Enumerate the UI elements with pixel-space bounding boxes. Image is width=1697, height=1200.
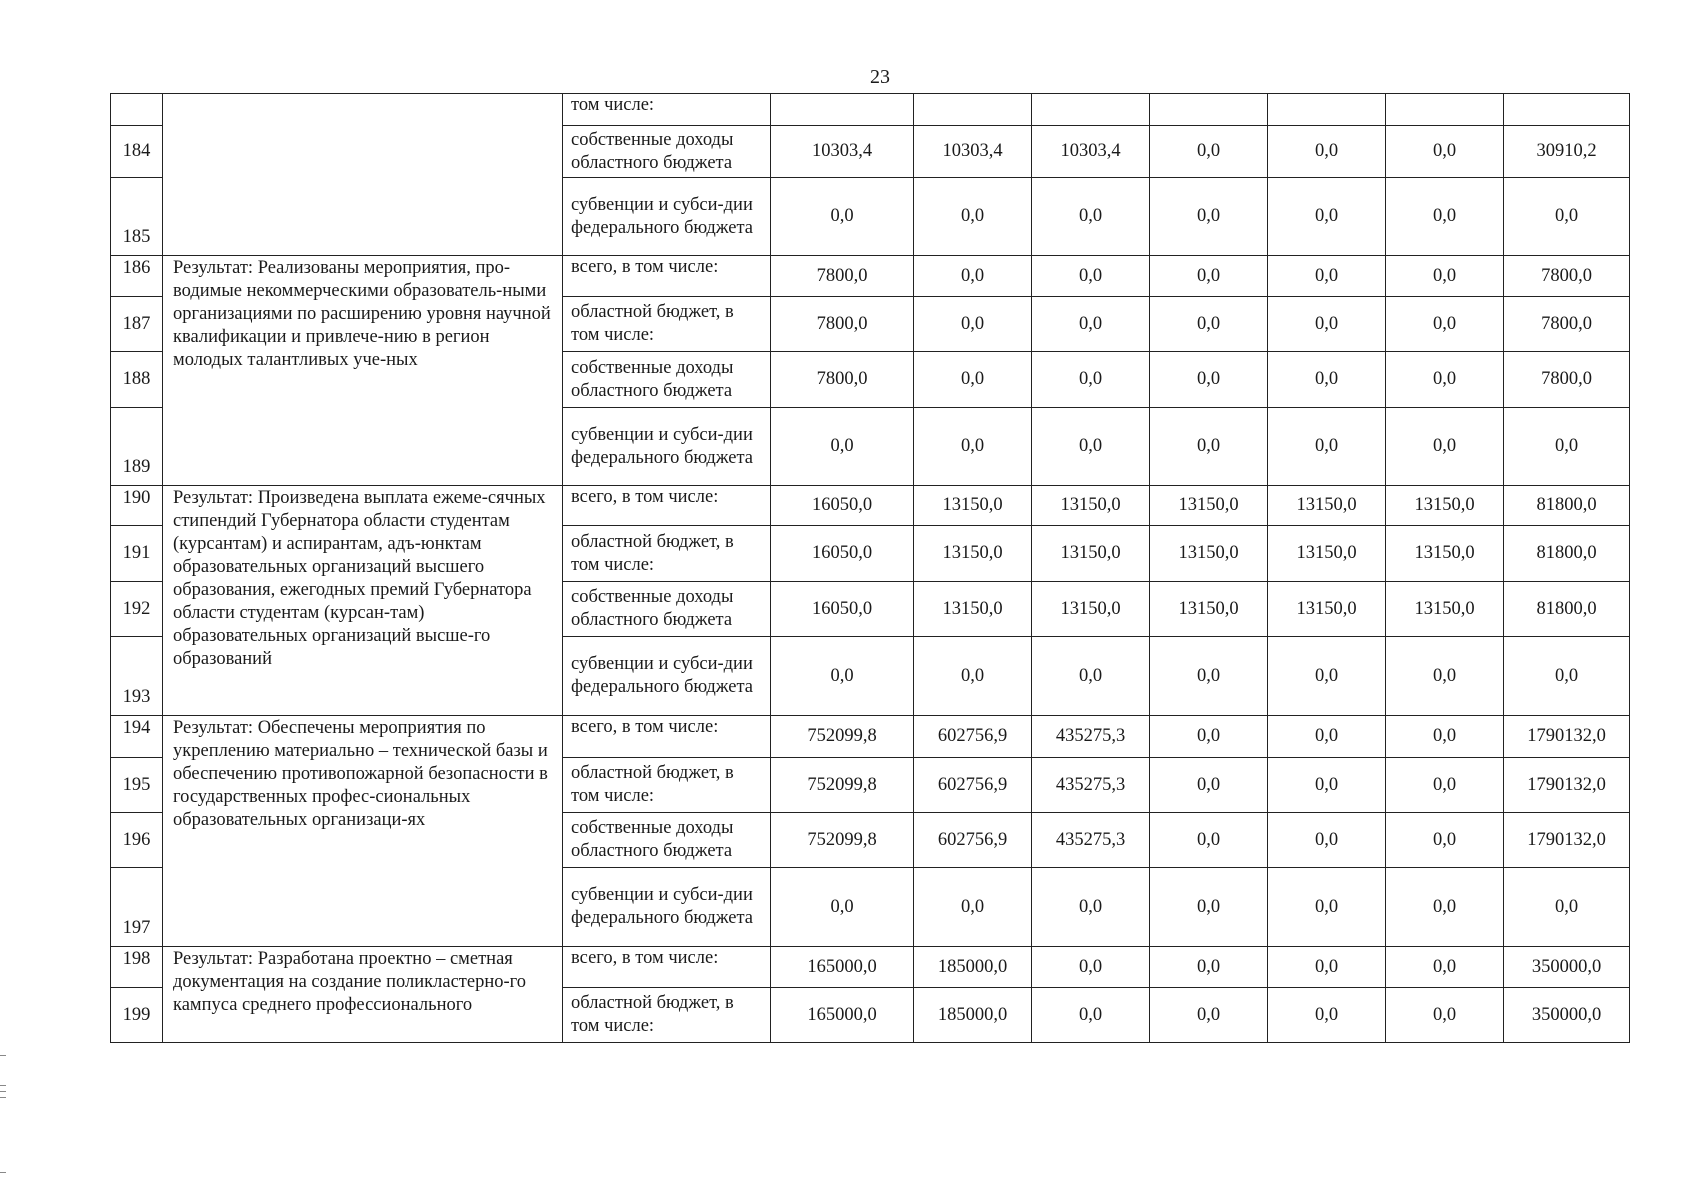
value-cell: 0,0 (1150, 758, 1268, 813)
result-description (163, 94, 563, 256)
total-cell: 7800,0 (1504, 297, 1630, 352)
row-number: 197 (111, 868, 163, 947)
total-cell: 7800,0 (1504, 256, 1630, 297)
value-cell: 0,0 (1386, 813, 1504, 868)
result-description: Результат: Реализованы мероприятия, про-водимые некоммерческими образователь-ными организациями по расширению уровня научной квалификации и привлече-нию в регион молодых талантливых уче-ных (163, 256, 563, 486)
value-cell: 13150,0 (1386, 526, 1504, 582)
funding-source: собственные доходы областного бюджета (563, 126, 771, 178)
value-cell: 0,0 (1268, 716, 1386, 758)
table-row (111, 947, 1630, 988)
value-cell: 0,0 (1268, 126, 1386, 178)
value-cell: 0,0 (1268, 813, 1386, 868)
value-cell: 435275,3 (1032, 758, 1150, 813)
row-number (111, 94, 163, 126)
value-cell: 13150,0 (1032, 526, 1150, 582)
value-cell (914, 94, 1032, 126)
value-cell (771, 94, 914, 126)
funding-source: том числе: (563, 94, 771, 126)
funding-source: субвенции и субси-дии федерального бюджета (563, 178, 771, 256)
value-cell: 7800,0 (771, 297, 914, 352)
value-cell: 0,0 (1386, 408, 1504, 486)
value-cell: 0,0 (1032, 256, 1150, 297)
scan-artifact (0, 1097, 6, 1098)
value-cell: 0,0 (1150, 813, 1268, 868)
value-cell: 752099,8 (771, 716, 914, 758)
funding-source: всего, в том числе: (563, 716, 771, 758)
scan-artifact (0, 1085, 6, 1086)
funding-source: всего, в том числе: (563, 947, 771, 988)
value-cell: 10303,4 (1032, 126, 1150, 178)
value-cell (1268, 94, 1386, 126)
total-cell: 81800,0 (1504, 526, 1630, 582)
value-cell: 0,0 (1268, 947, 1386, 988)
value-cell: 752099,8 (771, 813, 914, 868)
total-cell: 350000,0 (1504, 988, 1630, 1043)
value-cell: 0,0 (1386, 758, 1504, 813)
value-cell: 7800,0 (771, 352, 914, 408)
value-cell (1386, 94, 1504, 126)
row-number: 186 (111, 256, 163, 297)
value-cell: 0,0 (1150, 256, 1268, 297)
value-cell: 0,0 (1268, 178, 1386, 256)
result-description: Результат: Произведена выплата ежеме-сячных стипендий Губернатора области студентам (курсантам) и аспирантам, адъ-юнктам образовательных организаций высшего образования, ежегодных премий Губернатора области студентам (курсан-там) образовательных организаций высше-го образований (163, 486, 563, 716)
value-cell: 0,0 (1268, 988, 1386, 1043)
funding-source: всего, в том числе: (563, 486, 771, 526)
row-number: 189 (111, 408, 163, 486)
table-row (111, 94, 1630, 126)
value-cell: 0,0 (1032, 178, 1150, 256)
value-cell: 435275,3 (1032, 716, 1150, 758)
value-cell: 0,0 (1386, 256, 1504, 297)
value-cell: 0,0 (1150, 988, 1268, 1043)
value-cell: 0,0 (1150, 947, 1268, 988)
value-cell: 165000,0 (771, 988, 914, 1043)
value-cell: 16050,0 (771, 526, 914, 582)
result-description: Результат: Обеспечены мероприятия по укреплению материально – технической базы и обеспечению противопожарной безопасности в государственных профес-сиональных образовательных организаци-ях (163, 716, 563, 947)
value-cell: 13150,0 (1150, 582, 1268, 637)
value-cell: 0,0 (1150, 716, 1268, 758)
scan-artifact (0, 1091, 6, 1092)
row-number: 191 (111, 526, 163, 582)
total-cell (1504, 94, 1630, 126)
value-cell: 0,0 (1032, 868, 1150, 947)
total-cell: 7800,0 (1504, 352, 1630, 408)
value-cell: 0,0 (1386, 297, 1504, 352)
value-cell: 13150,0 (1150, 486, 1268, 526)
scan-artifact (0, 1172, 6, 1173)
total-cell: 0,0 (1504, 408, 1630, 486)
value-cell: 602756,9 (914, 716, 1032, 758)
funding-source: субвенции и субси-дии федерального бюджета (563, 637, 771, 716)
value-cell: 0,0 (1268, 637, 1386, 716)
value-cell: 13150,0 (1150, 526, 1268, 582)
value-cell: 752099,8 (771, 758, 914, 813)
funding-source: собственные доходы областного бюджета (563, 352, 771, 408)
page-number: 23 (870, 66, 890, 88)
funding-source: субвенции и субси-дии федерального бюджета (563, 868, 771, 947)
value-cell: 0,0 (1032, 408, 1150, 486)
funding-source: субвенции и субси-дии федерального бюджета (563, 408, 771, 486)
funding-source: собственные доходы областного бюджета (563, 813, 771, 868)
funding-source: областной бюджет, в том числе: (563, 297, 771, 352)
value-cell: 10303,4 (914, 126, 1032, 178)
value-cell: 0,0 (1386, 716, 1504, 758)
value-cell: 7800,0 (771, 256, 914, 297)
value-cell: 13150,0 (1032, 582, 1150, 637)
value-cell: 0,0 (1150, 868, 1268, 947)
row-number: 185 (111, 178, 163, 256)
value-cell: 0,0 (771, 637, 914, 716)
value-cell: 0,0 (1032, 637, 1150, 716)
value-cell (1150, 94, 1268, 126)
total-cell: 1790132,0 (1504, 716, 1630, 758)
value-cell: 0,0 (1268, 758, 1386, 813)
value-cell: 13150,0 (1268, 486, 1386, 526)
value-cell: 13150,0 (1032, 486, 1150, 526)
value-cell: 13150,0 (1386, 486, 1504, 526)
value-cell: 0,0 (1386, 352, 1504, 408)
value-cell: 13150,0 (914, 526, 1032, 582)
value-cell: 0,0 (1032, 352, 1150, 408)
value-cell: 10303,4 (771, 126, 914, 178)
value-cell: 0,0 (1386, 637, 1504, 716)
value-cell: 0,0 (1268, 408, 1386, 486)
row-number: 187 (111, 297, 163, 352)
table-row (111, 716, 1630, 758)
value-cell: 13150,0 (1268, 526, 1386, 582)
value-cell: 0,0 (1386, 868, 1504, 947)
row-number: 196 (111, 813, 163, 868)
value-cell: 0,0 (1032, 947, 1150, 988)
value-cell: 0,0 (914, 178, 1032, 256)
value-cell: 0,0 (914, 408, 1032, 486)
funding-source: областной бюджет, в том числе: (563, 988, 771, 1043)
value-cell: 0,0 (914, 297, 1032, 352)
value-cell: 0,0 (1150, 408, 1268, 486)
total-cell: 1790132,0 (1504, 813, 1630, 868)
value-cell: 0,0 (1032, 297, 1150, 352)
value-cell: 602756,9 (914, 758, 1032, 813)
result-description: Результат: Разработана проектно – сметная документация на создание поликластерно-го кампуса среднего профессионального (163, 947, 563, 1043)
value-cell: 0,0 (771, 178, 914, 256)
value-cell: 0,0 (1150, 126, 1268, 178)
value-cell: 0,0 (1386, 988, 1504, 1043)
value-cell: 0,0 (1386, 126, 1504, 178)
row-number: 184 (111, 126, 163, 178)
value-cell: 602756,9 (914, 813, 1032, 868)
table-row (111, 486, 1630, 526)
total-cell: 0,0 (1504, 868, 1630, 947)
value-cell: 0,0 (914, 256, 1032, 297)
budget-table (110, 93, 1630, 1043)
value-cell (1032, 94, 1150, 126)
value-cell: 0,0 (914, 868, 1032, 947)
scan-artifact (0, 1055, 6, 1056)
value-cell: 16050,0 (771, 486, 914, 526)
value-cell: 165000,0 (771, 947, 914, 988)
value-cell: 13150,0 (1268, 582, 1386, 637)
total-cell: 1790132,0 (1504, 758, 1630, 813)
value-cell: 435275,3 (1032, 813, 1150, 868)
value-cell: 0,0 (1386, 178, 1504, 256)
total-cell: 350000,0 (1504, 947, 1630, 988)
value-cell: 0,0 (1150, 297, 1268, 352)
value-cell: 0,0 (1268, 256, 1386, 297)
row-number: 188 (111, 352, 163, 408)
value-cell: 0,0 (1268, 297, 1386, 352)
value-cell: 0,0 (1150, 352, 1268, 408)
row-number: 198 (111, 947, 163, 988)
table-row (111, 256, 1630, 297)
total-cell: 81800,0 (1504, 582, 1630, 637)
value-cell: 13150,0 (914, 486, 1032, 526)
total-cell: 30910,2 (1504, 126, 1630, 178)
value-cell: 0,0 (1150, 178, 1268, 256)
row-number: 190 (111, 486, 163, 526)
value-cell: 13150,0 (1386, 582, 1504, 637)
value-cell: 0,0 (1150, 637, 1268, 716)
value-cell: 0,0 (1386, 947, 1504, 988)
row-number: 195 (111, 758, 163, 813)
funding-source: областной бюджет, в том числе: (563, 758, 771, 813)
row-number: 193 (111, 637, 163, 716)
value-cell: 0,0 (1032, 988, 1150, 1043)
value-cell: 0,0 (771, 408, 914, 486)
value-cell: 185000,0 (914, 947, 1032, 988)
value-cell: 0,0 (914, 352, 1032, 408)
value-cell: 0,0 (914, 637, 1032, 716)
row-number: 199 (111, 988, 163, 1043)
funding-source: собственные доходы областного бюджета (563, 582, 771, 637)
value-cell: 185000,0 (914, 988, 1032, 1043)
total-cell: 0,0 (1504, 637, 1630, 716)
row-number: 194 (111, 716, 163, 758)
funding-source: областной бюджет, в том числе: (563, 526, 771, 582)
total-cell: 81800,0 (1504, 486, 1630, 526)
funding-source: всего, в том числе: (563, 256, 771, 297)
total-cell: 0,0 (1504, 178, 1630, 256)
row-number: 192 (111, 582, 163, 637)
value-cell: 0,0 (771, 868, 914, 947)
value-cell: 13150,0 (914, 582, 1032, 637)
value-cell: 0,0 (1268, 868, 1386, 947)
value-cell: 16050,0 (771, 582, 914, 637)
value-cell: 0,0 (1268, 352, 1386, 408)
